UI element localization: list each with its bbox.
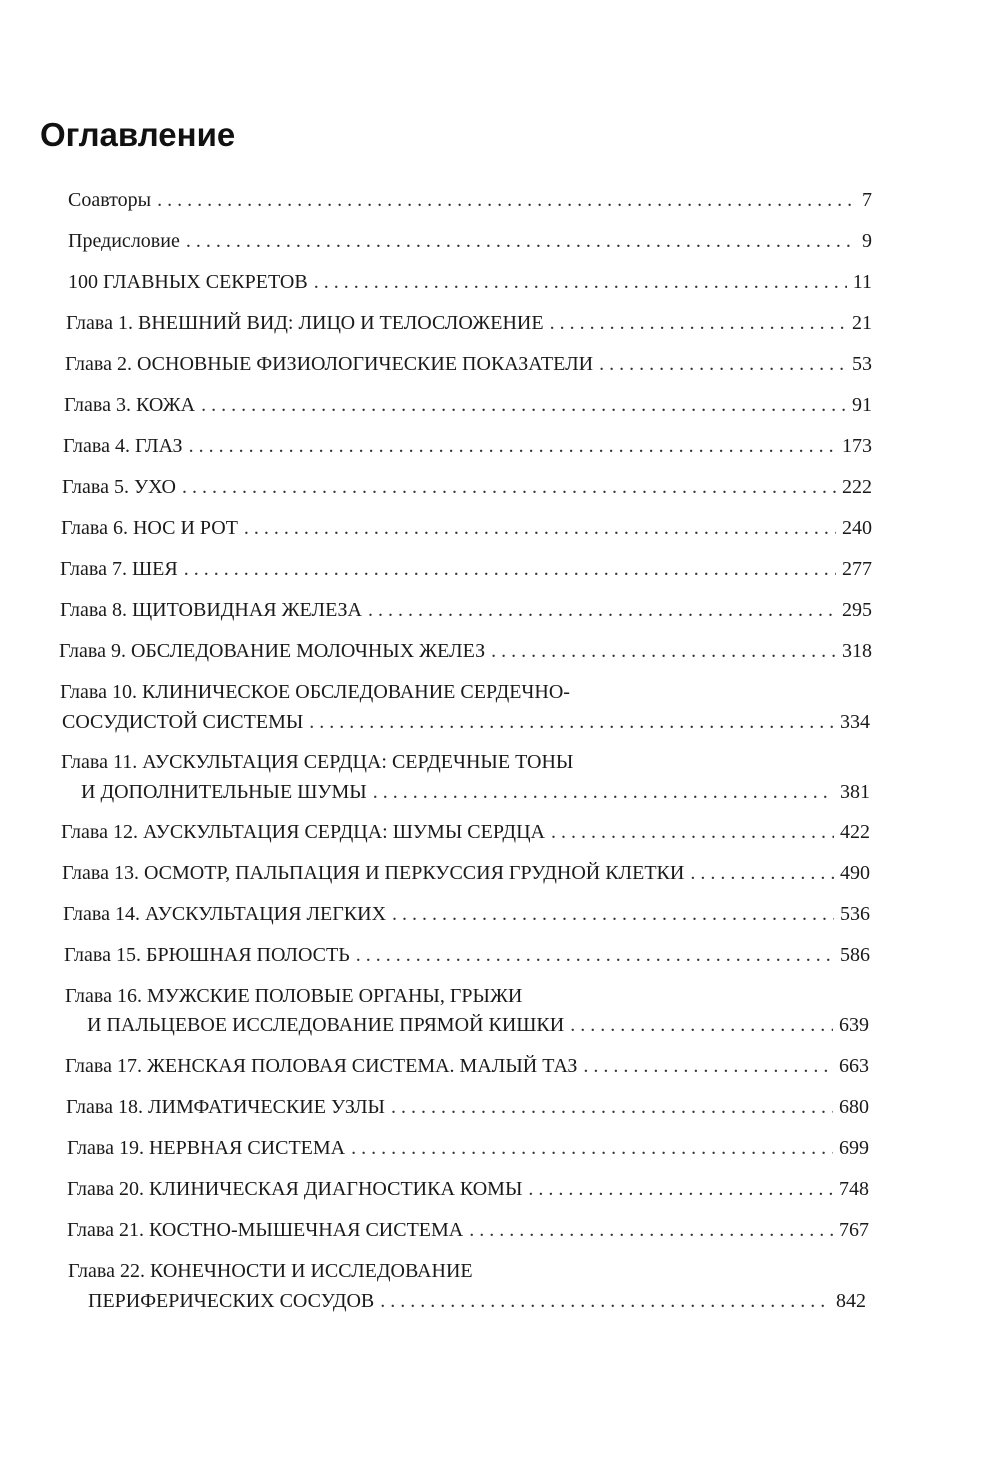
toc-entry (62, 710, 870, 734)
toc-entry-title-line1: Глава 11. АУСКУЛЬТАЦИЯ СЕРДЦА: СЕРДЕЧНЫЕ ТОНЫ (61, 751, 574, 773)
dot-leader (184, 557, 836, 581)
toc-entry (68, 270, 872, 294)
toc-entry (64, 393, 872, 417)
toc-entry-title: И ПАЛЬЦЕВОЕ ИССЛЕДОВАНИЕ ПРЯМОЙ КИШКИ (87, 1014, 565, 1036)
dot-leader (550, 311, 846, 335)
toc-entry-title: Глава 19. НЕРВНАЯ СИСТЕМА (67, 1137, 346, 1159)
toc-entry-page-number: 586 (840, 944, 870, 966)
dot-leader (469, 1218, 833, 1242)
toc-entry-page-number: 277 (842, 558, 872, 580)
toc-entry (87, 1013, 869, 1037)
toc-entry-title: ПЕРИФЕРИЧЕСКИХ СОСУДОВ (88, 1290, 375, 1312)
toc-entry (63, 434, 872, 458)
dot-leader (368, 598, 836, 622)
dot-leader (157, 188, 856, 212)
toc-entry-title: Глава 4. ГЛАЗ (63, 435, 183, 457)
toc-entry-title: Глава 12. АУСКУЛЬТАЦИЯ СЕРДЦА: ШУМЫ СЕРДЦА (61, 821, 545, 843)
toc-entry-title-line1: Глава 22. КОНЕЧНОСТИ И ИССЛЕДОВАНИЕ (68, 1260, 473, 1282)
dot-leader (583, 1054, 833, 1078)
page-title: Оглавление (40, 116, 236, 153)
toc-entry-title: Глава 2. ОСНОВНЫЕ ФИЗИОЛОГИЧЕСКИЕ ПОКАЗАТЕЛИ (65, 353, 594, 375)
toc-entry (65, 352, 872, 376)
dot-leader (570, 1013, 833, 1037)
toc-entry-page-number: 91 (852, 394, 872, 416)
toc-entry-title: Глава 20. КЛИНИЧЕСКАЯ ДИАГНОСТИКА КОМЫ (67, 1178, 523, 1200)
toc-entry-page-number: 173 (842, 435, 872, 457)
toc-entry-title: И ДОПОЛНИТЕЛЬНЫЕ ШУМЫ (81, 781, 367, 803)
toc-entry (59, 639, 872, 663)
dot-leader (189, 434, 836, 458)
toc-entry-page-number: 748 (839, 1178, 869, 1200)
toc-entry-page-number: 334 (840, 711, 870, 733)
dot-leader (380, 1289, 830, 1313)
dot-leader (491, 639, 836, 663)
toc-entry-title: Глава 6. НОС И РОТ (61, 517, 238, 539)
toc-entry (68, 188, 872, 212)
toc-entry (67, 1136, 869, 1160)
toc-entry-page-number: 7 (862, 189, 872, 211)
toc-entry (67, 1177, 869, 1201)
toc-entry-title: Глава 5. УХО (62, 476, 177, 498)
toc-entry-page-number: 842 (836, 1290, 866, 1312)
toc-entry (63, 902, 870, 926)
toc-entry-title: Глава 18. ЛИМФАТИЧЕСКИЕ УЗЛЫ (66, 1096, 385, 1118)
toc-entry-title: СОСУДИСТОЙ СИСТЕМЫ (62, 711, 304, 733)
toc-entry-title-line1: Глава 10. КЛИНИЧЕСКОЕ ОБСЛЕДОВАНИЕ СЕРДЕЧНО- (60, 681, 570, 703)
toc-entry-title: Глава 1. ВНЕШНИЙ ВИД: ЛИЦО И ТЕЛОСЛОЖЕНИЕ (66, 312, 544, 334)
toc-entry-title: Соавторы (68, 189, 152, 211)
toc-entry-page-number: 222 (842, 476, 872, 498)
toc-entry-page-number: 21 (852, 312, 872, 334)
toc-entry-page-number: 490 (840, 862, 870, 884)
toc-entry-title: Глава 9. ОБСЛЕДОВАНИЕ МОЛОЧНЫХ ЖЕЛЕЗ (59, 640, 486, 662)
dot-leader (391, 1095, 833, 1119)
dot-leader (351, 1136, 833, 1160)
dot-leader (309, 710, 834, 734)
toc-entry-page-number: 11 (852, 271, 872, 293)
dot-leader (551, 820, 834, 844)
toc-entry-title: 100 ГЛАВНЫХ СЕКРЕТОВ (68, 271, 308, 293)
dot-leader (201, 393, 846, 417)
toc-entry-page-number: 767 (839, 1219, 869, 1241)
dot-leader (392, 902, 834, 926)
toc-entry-page-number: 53 (852, 353, 872, 375)
toc-entry-page-number: 639 (839, 1014, 869, 1036)
toc-entry-page-number: 422 (840, 821, 870, 843)
toc-entry-title: Глава 8. ЩИТОВИДНАЯ ЖЕЛЕЗА (60, 599, 363, 621)
toc-entry-title: Глава 3. КОЖА (64, 394, 196, 416)
toc-entry-title: Глава 17. ЖЕНСКАЯ ПОЛОВАЯ СИСТЕМА. МАЛЫЙ ТАЗ (65, 1055, 578, 1077)
toc-entry-title: Глава 13. ОСМОТР, ПАЛЬПАЦИЯ И ПЕРКУССИЯ ГРУДНОЙ КЛЕТКИ (62, 862, 685, 884)
toc-entry-page-number: 295 (842, 599, 872, 621)
dot-leader (244, 516, 836, 540)
toc-entry-page-number: 680 (839, 1096, 869, 1118)
toc-entry-title: Глава 7. ШЕЯ (60, 558, 178, 580)
toc-entry (60, 557, 872, 581)
toc-entry-page-number: 381 (840, 781, 870, 803)
dot-leader (373, 780, 834, 804)
toc-entry (67, 1218, 869, 1242)
toc-entry-page-number: 536 (840, 903, 870, 925)
dot-leader (186, 229, 856, 253)
toc-entry (66, 1095, 869, 1119)
toc-entry-title: Глава 14. АУСКУЛЬТАЦИЯ ЛЕГКИХ (63, 903, 387, 925)
toc-entry-page-number: 240 (842, 517, 872, 539)
toc-entry (64, 943, 870, 967)
toc-entry-page-number: 663 (839, 1055, 869, 1077)
toc-entry (61, 516, 872, 540)
dot-leader (314, 270, 847, 294)
dot-leader (690, 861, 834, 885)
toc-entry-title: Предисловие (68, 230, 180, 252)
toc-entry (81, 780, 870, 804)
dot-leader (528, 1177, 833, 1201)
toc-entry-page-number: 318 (842, 640, 872, 662)
dot-leader (182, 475, 836, 499)
toc-entry (62, 475, 872, 499)
toc-entry-title-line1: Глава 16. МУЖСКИЕ ПОЛОВЫЕ ОРГАНЫ, ГРЫЖИ (65, 985, 523, 1007)
dot-leader (356, 943, 834, 967)
toc-entry (61, 820, 870, 844)
toc-entry-page-number: 9 (862, 230, 872, 252)
toc-entry (60, 598, 872, 622)
toc-entry (66, 311, 872, 335)
toc-entry (62, 861, 870, 885)
toc-entry-title: Глава 21. КОСТНО-МЫШЕЧНАЯ СИСТЕМА (67, 1219, 464, 1241)
toc-entry-page-number: 699 (839, 1137, 869, 1159)
toc-entry (65, 1054, 869, 1078)
toc-entry-title: Глава 15. БРЮШНАЯ ПОЛОСТЬ (64, 944, 350, 966)
toc-entry (68, 229, 872, 253)
toc-entry (88, 1289, 866, 1313)
dot-leader (599, 352, 846, 376)
